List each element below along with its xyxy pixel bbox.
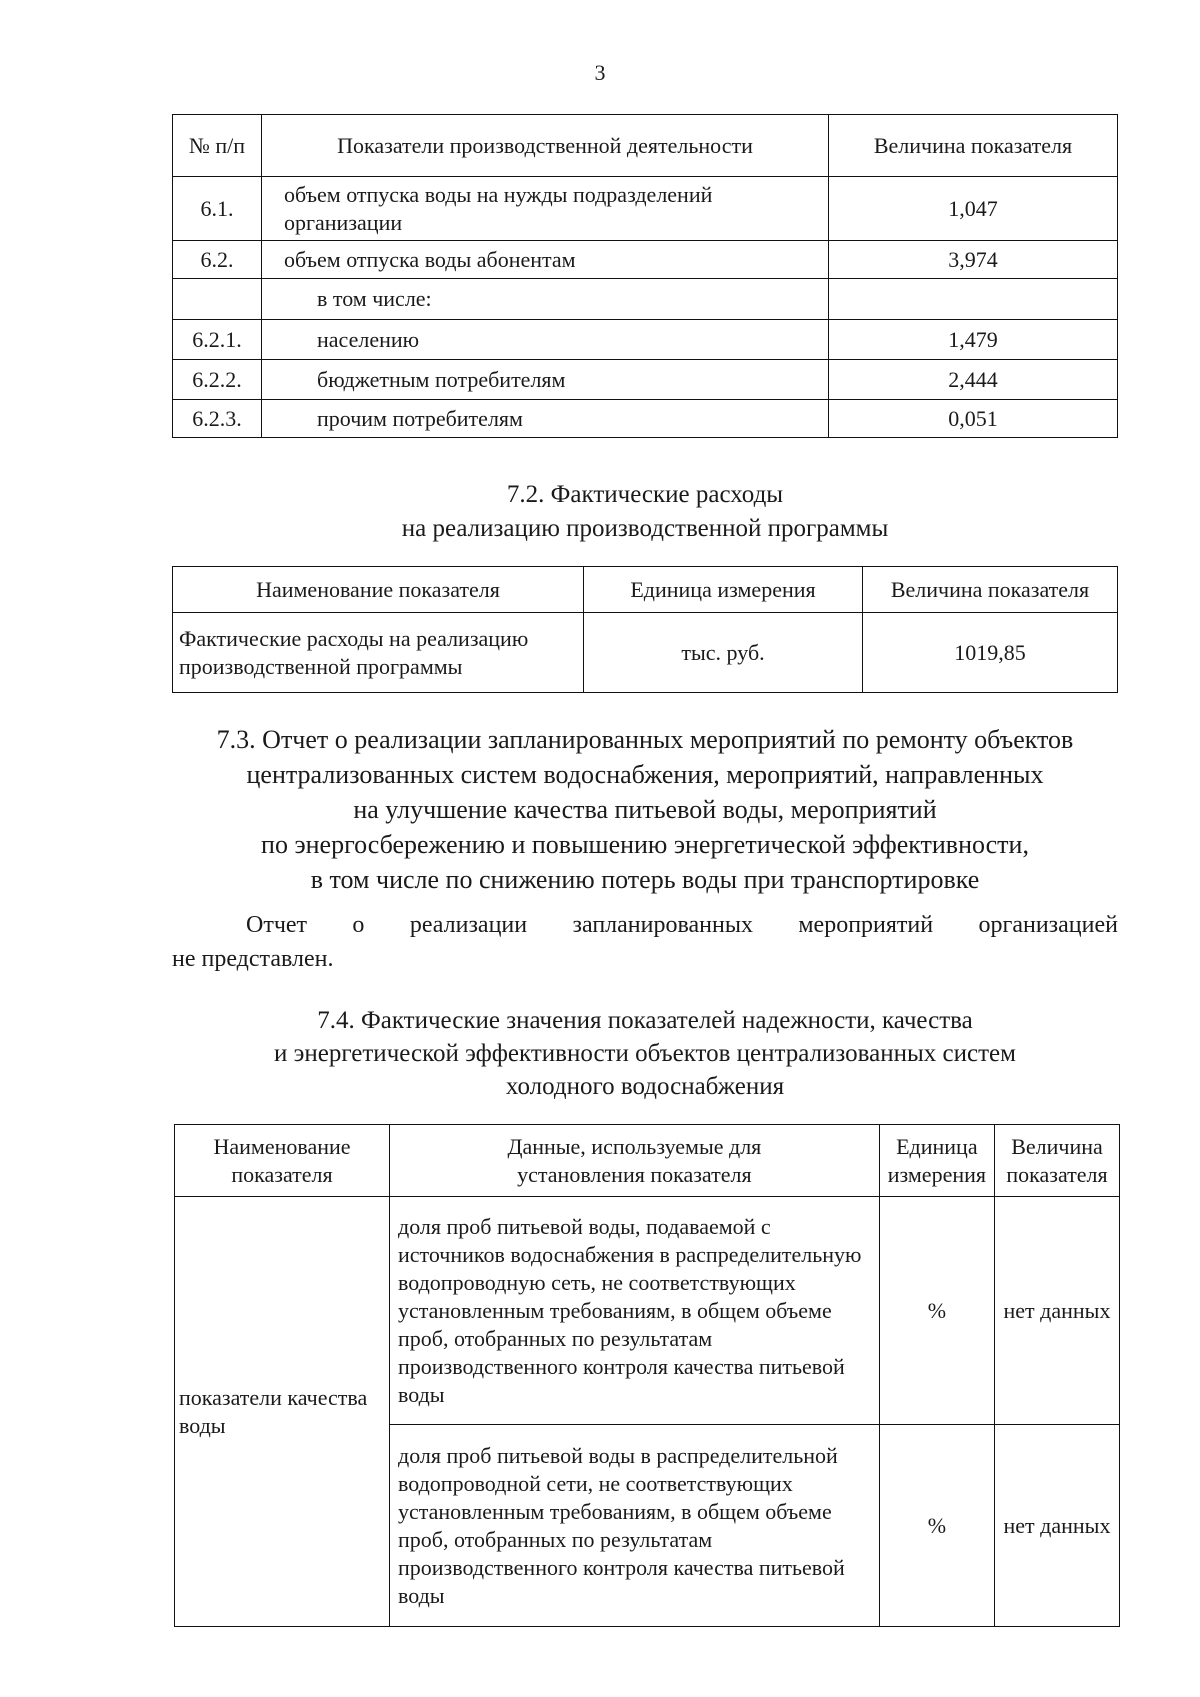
table-row xyxy=(173,613,1118,693)
section-7-2-title xyxy=(0,478,1200,546)
expense-unit: тыс. руб. xyxy=(584,613,863,693)
table-row xyxy=(175,1197,1120,1425)
section-7-4-title xyxy=(0,1004,1200,1103)
row-value xyxy=(829,279,1118,320)
row-value: нет данных xyxy=(995,1197,1120,1425)
row-num: 6.2.3. xyxy=(173,400,262,438)
reliability-indicators-table xyxy=(174,1124,1120,1627)
header-value: Величина показателя xyxy=(863,567,1118,613)
header-name: Наименование показателя xyxy=(173,567,584,613)
row-value: нет данных xyxy=(995,1425,1120,1627)
row-label: населению xyxy=(262,320,829,360)
row-unit: % xyxy=(879,1197,994,1425)
row-label: прочим потребителям xyxy=(262,400,829,438)
section-7-4-title-line: и энергетической эффективности объектов централизованных систем xyxy=(274,1040,1016,1067)
row-num: 6.1. xyxy=(173,177,262,241)
row-value: 1,479 xyxy=(829,320,1118,360)
header-value: Величина показателя xyxy=(829,115,1118,177)
section-7-3-title-line: централизованных систем водоснабжения, мероприятий, направленных xyxy=(246,760,1044,789)
header-unit: Единица измерения xyxy=(879,1125,994,1197)
expense-name: Фактические расходы на реализацию производственной программы xyxy=(173,613,584,693)
report-paragraph xyxy=(172,908,1118,976)
row-value: 2,444 xyxy=(829,360,1118,400)
row-num: 6.2. xyxy=(173,241,262,279)
table-row xyxy=(173,360,1118,400)
row-value: 1,047 xyxy=(829,177,1118,241)
page-number: 3 xyxy=(594,60,606,85)
row-value: 0,051 xyxy=(829,400,1118,438)
table-row xyxy=(173,177,1118,241)
section-7-2-title-line2: на реализацию производственной программы xyxy=(401,515,889,542)
table-row xyxy=(173,320,1118,360)
row-num: 6.2.1. xyxy=(173,320,262,360)
section-7-2-title-line1: 7.2. Фактические расходы xyxy=(506,481,784,508)
section-7-3-title-line: в том числе по снижению потерь воды при транспортировке xyxy=(310,865,980,894)
production-indicators-table xyxy=(172,114,1118,438)
header-value: Величина показателя xyxy=(995,1125,1120,1197)
row-data: доля проб питьевой воды в распределительной водопроводной сети, не соответствующих установленным требованиям, в общем объеме проб, отобранных по результатам производственного контроля качества питьевой воды xyxy=(390,1425,880,1627)
header-indicator: Показатели производственной деятельности xyxy=(262,115,829,177)
section-7-3-title-line: на улучшение качества питьевой воды, мероприятий xyxy=(353,795,937,824)
row-unit: % xyxy=(879,1425,994,1627)
table-row xyxy=(173,400,1118,438)
row-num xyxy=(173,279,262,320)
row-num: 6.2.2. xyxy=(173,360,262,400)
table-row xyxy=(173,241,1118,279)
section-7-4-title-line: 7.4. Фактические значения показателей надежности, качества xyxy=(317,1007,973,1034)
row-label: бюджетным потребителям xyxy=(262,360,829,400)
row-label: объем отпуска воды абонентам xyxy=(262,241,829,279)
header-data: Данные, используемые для установления показателя xyxy=(390,1125,880,1197)
table-row xyxy=(173,279,1118,320)
actual-expenses-table xyxy=(172,566,1118,693)
row-label: в том числе: xyxy=(262,279,829,320)
report-paragraph-line2: не представлен. xyxy=(172,946,334,972)
group-label: показатели качества воды xyxy=(175,1197,390,1627)
section-7-4-title-line: холодного водоснабжения xyxy=(505,1073,785,1100)
row-data: доля проб питьевой воды, подаваемой с источников водоснабжения в распределительную водопроводную сеть, не соответствующих установленным требованиям, в общем объеме проб, отобранных по результатам производственного контроля качества питьевой воды xyxy=(390,1197,880,1425)
header-name: Наименование показателя xyxy=(175,1125,390,1197)
row-value: 3,974 xyxy=(829,241,1118,279)
section-7-3-title xyxy=(0,722,1200,897)
section-7-3-title-line: по энергосбережению и повышению энергетической эффективности, xyxy=(261,830,1029,859)
row-label: объем отпуска воды на нужды подразделений организации xyxy=(262,177,829,241)
expense-value: 1019,85 xyxy=(863,613,1118,693)
report-paragraph-line1: Отчет о реализации запланированных мероприятий организацией xyxy=(246,912,1118,938)
section-7-3-title-line: 7.3. Отчет о реализации запланированных мероприятий по ремонту объектов xyxy=(216,725,1074,754)
header-unit: Единица измерения xyxy=(584,567,863,613)
header-num: № п/п xyxy=(173,115,262,177)
